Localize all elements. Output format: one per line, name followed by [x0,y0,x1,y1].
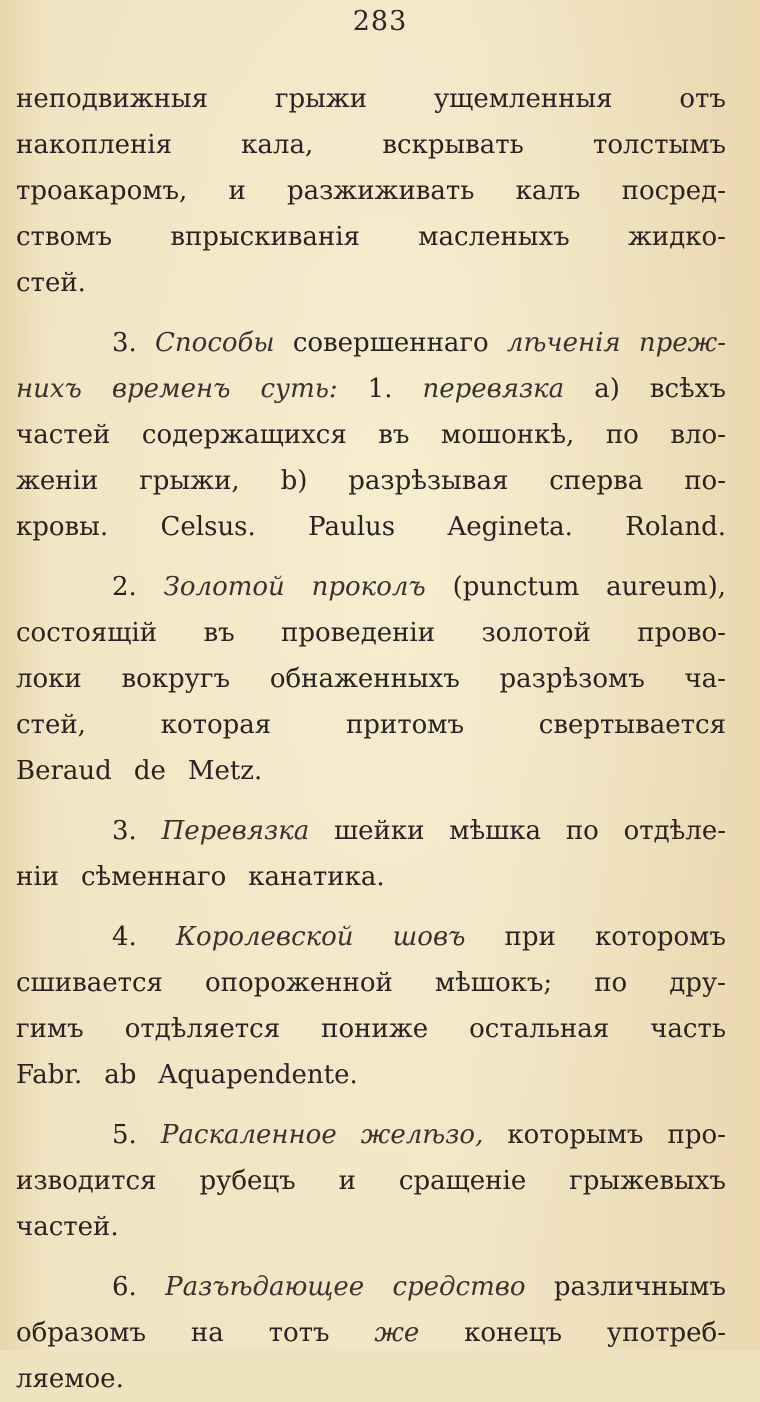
word: золотой [481,618,591,648]
word: опороженной [204,968,393,998]
word: a) [594,374,620,404]
page-text [16,76,726,1402]
word: 2. [112,572,137,602]
word: перевязка [422,374,565,404]
word: употреб- [606,1318,726,1348]
text-line [16,1112,726,1158]
text-line [16,1158,726,1204]
paragraph-gap [16,550,726,564]
word: 5. [112,1120,137,1150]
word: отъ [679,84,726,114]
word: b) [280,466,308,496]
word: образомъ [16,1318,147,1348]
word: Aegineta. [447,512,573,542]
text-line [16,1310,726,1356]
text-line [16,854,726,900]
text-line [16,122,726,168]
word: притомъ [345,710,465,740]
word: проколъ [311,572,426,602]
word: частей. [16,1212,119,1242]
word: 3. [112,328,137,358]
paragraph [16,76,726,306]
word: же [374,1318,420,1348]
word: различнымъ [553,1272,726,1302]
word: Roland. [625,512,726,542]
paragraph [16,914,726,1098]
page-number: 283 [352,6,408,37]
paragraph-gap [16,794,726,808]
word: мѣшка [449,816,542,846]
word: Золотой [163,572,285,602]
text-line [16,458,726,504]
word: сперва [549,466,644,496]
word: калъ [515,176,581,206]
paragraph [16,1112,726,1250]
word: содержащихся [141,420,347,450]
paragraph [16,320,726,550]
text-line [16,76,726,122]
word: ча- [684,664,726,694]
word: мѣшокъ; [434,968,553,998]
text-line [16,1006,726,1052]
word: стей, [16,710,86,740]
word: толстымъ [593,130,726,160]
text-line [16,320,726,366]
word: 3. [112,816,137,846]
text-line [16,656,726,702]
word: часть [650,1014,726,1044]
word: вло- [670,420,726,450]
word: совершеннаго [292,328,489,358]
word: стей. [16,268,86,298]
text-line [16,748,726,794]
word: въ [378,420,410,450]
word: свертывается [538,710,726,740]
word: по- [684,466,726,496]
word: разжиживать [286,176,475,206]
word: Способы [155,328,275,358]
word: изводится [16,1166,157,1196]
word: 6. [112,1272,137,1302]
text-line [16,1264,726,1310]
text-line [16,808,726,854]
word: (punctum [452,572,580,602]
word: троакаромъ, [16,176,188,206]
word: ніи [16,862,59,892]
word: женіи [16,466,99,496]
paragraph [16,1264,726,1402]
word: лѣченія [506,328,621,358]
word: масленыхъ [418,222,570,252]
word: разрѣзывая [348,466,509,496]
word: по [594,968,628,998]
word: рубецъ [199,1166,296,1196]
word: на [190,1318,224,1348]
text-line [16,260,726,306]
paragraph-gap [16,900,726,914]
word: ляемое. [16,1364,124,1394]
word: сѣменнаго [80,862,227,892]
word: про- [667,1120,726,1150]
word: Перевязка [161,816,310,846]
word: которымъ [507,1120,644,1150]
word: мошонкѣ, [441,420,575,450]
word: грыжевыхъ [569,1166,726,1196]
word: вокругъ [121,664,231,694]
word: которая [160,710,272,740]
text-line [16,1052,726,1098]
word: кала, [241,130,314,160]
word: Aquapendente. [158,1060,358,1090]
word: обнаженныхъ [269,664,460,694]
word: по [605,420,639,450]
word: суть: [260,374,338,404]
word: посред- [621,176,726,206]
text-line [16,610,726,656]
word: Разъѣдающее [165,1272,365,1302]
word: отдѣле- [623,816,726,846]
word: въ [203,618,235,648]
word: состоящій [16,618,158,648]
text-line [16,366,726,412]
word: шейки [334,816,425,846]
word: ab [104,1060,137,1090]
word: всѣхъ [649,374,726,404]
word: Paulus [308,512,396,542]
word: жидко- [628,222,726,252]
word: Королевской [175,922,354,952]
word: вскрывать [382,130,524,160]
paragraph-gap [16,1098,726,1112]
text-line [16,214,726,260]
word: впрыскиванія [170,222,360,252]
text-line [16,960,726,1006]
text-line [16,564,726,610]
word: грыжи [274,84,368,114]
text-line [16,914,726,960]
word: Раскаленное [160,1120,337,1150]
word: средство [392,1272,526,1302]
paragraph-gap [16,306,726,320]
word: которомъ [594,922,726,952]
word: тотъ [268,1318,330,1348]
word: 4. [112,922,137,952]
paragraph-gap [16,1250,726,1264]
word: преж- [638,328,726,358]
word: разрѣзомъ [499,664,645,694]
paragraph [16,564,726,794]
word: по [565,816,599,846]
text-line [16,702,726,748]
word: канатика. [248,862,385,892]
word: гимъ [16,1014,84,1044]
word: Metz. [187,756,263,786]
word: частей [16,420,111,450]
word: сшивается [16,968,163,998]
word: aureum), [606,572,726,602]
word: сращеніе [398,1166,527,1196]
paragraph [16,808,726,900]
text-line [16,168,726,214]
word: Fabr. [16,1060,83,1090]
word: Celsus. [160,512,256,542]
word: нихъ [16,374,82,404]
text-line [16,504,726,550]
word: и [338,1166,356,1196]
word: шовъ [392,922,466,952]
word: отдѣляется [124,1014,281,1044]
word: ущемленныя [433,84,613,114]
text-line [16,412,726,458]
word: конецъ [464,1318,563,1348]
word: желѣзо, [360,1120,484,1150]
word: накопленія [16,130,173,160]
word: проведеніи [281,618,436,648]
word: дру- [669,968,726,998]
word: 1. [367,374,393,404]
word: при [504,922,556,952]
word: неподвижныя [16,84,209,114]
word: кровы. [16,512,109,542]
word: ствомъ [16,222,113,252]
word: временъ [111,374,231,404]
word: локи [16,664,82,694]
word: прово- [637,618,726,648]
word: пониже [321,1014,429,1044]
text-line [16,1204,726,1250]
text-line [16,1356,726,1402]
word: остальная [469,1014,610,1044]
word: и [228,176,246,206]
word: Beraud [16,756,112,786]
word: de [133,756,166,786]
word: грыжи, [139,466,240,496]
